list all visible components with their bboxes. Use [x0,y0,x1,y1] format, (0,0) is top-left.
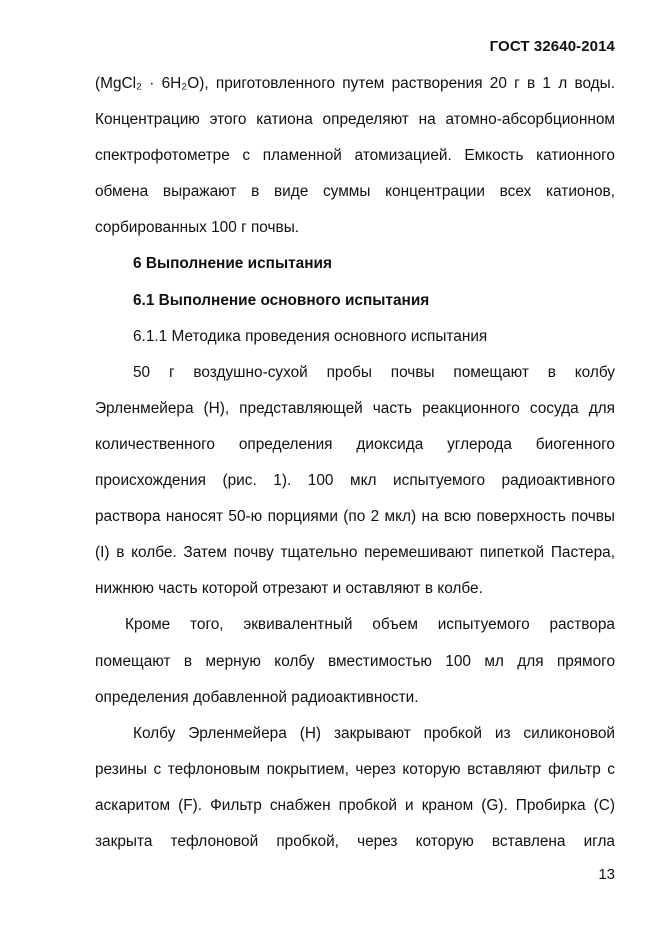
clause-heading: 6.1.1 Методика проведения основного испытания [133,327,488,345]
document-header: ГОСТ 32640-2014 [489,38,615,55]
text-line: обмена выражают в виде суммы концентрации всех катионов, [95,183,615,201]
text-line: закрыта тефлоновой пробкой, через которую вставлена игла [95,832,615,850]
text-line: спектрофотометре с пламенной атомизацией. Емкость катионного [95,147,615,165]
text-line: (I) в колбе. Затем почву тщательно перемешивают пипеткой Пастера, [95,544,615,562]
subsection-heading: 6.1 Выполнение основного испытания [133,291,430,309]
text-line: резины с тефлоновым покрытием, через которую вставляют фильтр с [95,760,615,778]
text-line: сорбированных 100 г почвы. [95,219,300,237]
section-heading: 6 Выполнение испытания [133,255,332,273]
text-line: происхождения (рис. 1). 100 мкл испытуемого радиоактивного [95,472,615,490]
document-body [95,66,615,860]
text-line: аскаритом (F). Фильтр снабжен пробкой и краном (G). Пробирка (С) [95,796,615,814]
text-line: Концентрацию этого катиона определяют на атомно-абсорбционном [95,111,615,129]
text-line: раствора наносят 50-ю порциями (по 2 мкл) на всю поверхность почвы [95,508,615,526]
text-line: Колбу Эрленмейера (Н) закрывают пробкой из силиконовой [133,724,615,742]
text-line: определения добавленной радиоактивности. [95,688,419,706]
text-line: Эрленмейера (Н), представляющей часть реакционного сосуда для [95,399,615,417]
text-line: помещают в мерную колбу вместимостью 100 мл для прямого [95,652,615,670]
text-line: (MgCl₂ · 6H₂O), приготовленного путем растворения 20 г в 1 л воды. [95,75,615,92]
text-line: нижнюю часть которой отрезают и оставляют в колбе. [95,580,483,598]
text-line: Кроме того, эквивалентный объем испытуемого раствора [125,616,615,634]
text-line: 50 г воздушно-сухой пробы почвы помещают в колбу [133,363,615,381]
text-line: количественного определения диоксида углерода биогенного [95,435,615,453]
page-number: 13 [598,866,615,883]
